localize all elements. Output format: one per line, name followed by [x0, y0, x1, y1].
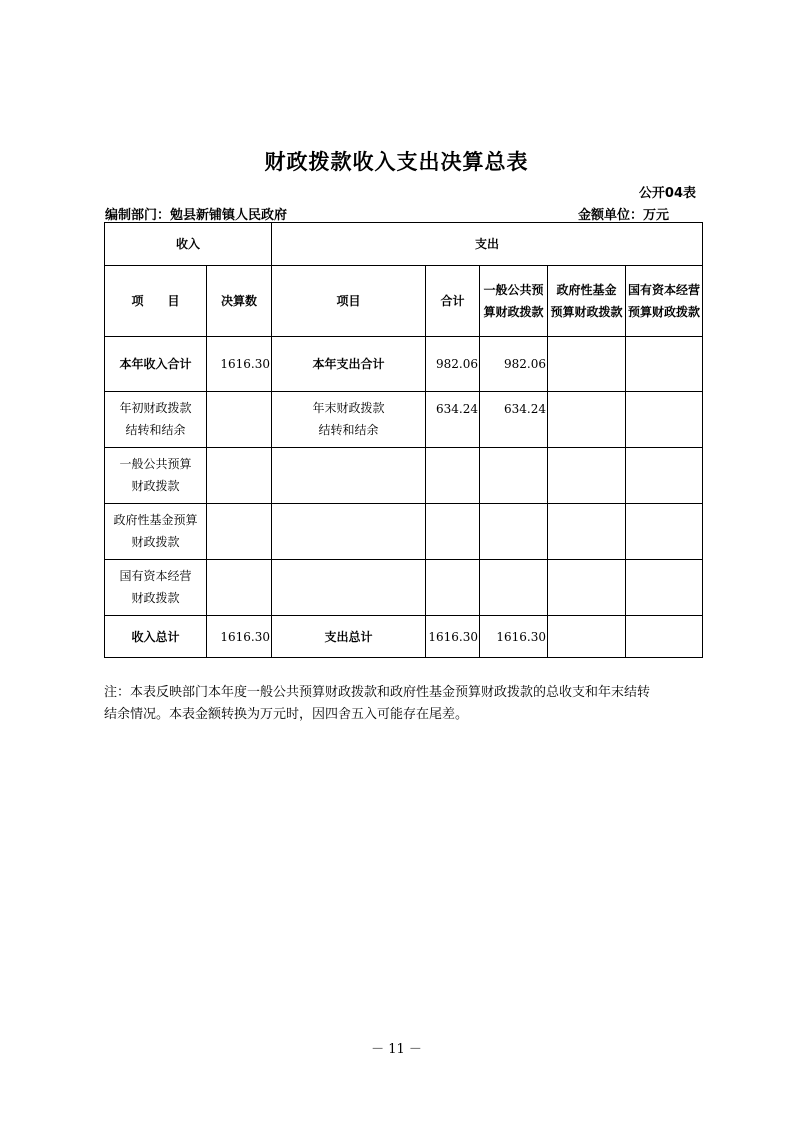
income-value: [207, 392, 272, 448]
expense-header: 支出: [272, 223, 703, 266]
total-value: [426, 504, 480, 560]
income-label-line1: 一般公共预算: [119, 457, 192, 471]
total-value: [426, 560, 480, 616]
total-value: 982.06: [426, 337, 480, 392]
income-label-line2: 结转和结余: [125, 423, 186, 437]
col-final: 决算数: [207, 266, 272, 337]
table-row: [105, 616, 703, 658]
income-value: [207, 560, 272, 616]
general-value: [480, 448, 548, 504]
gov-value: [548, 616, 626, 658]
state-value: [626, 448, 703, 504]
gov-value: [548, 337, 626, 392]
col-gov-line2: 预算财政拨款: [550, 305, 623, 319]
state-value: [626, 616, 703, 658]
form-number: 公开04表: [638, 186, 696, 201]
income-label-line1: 政府性基金预算: [113, 513, 198, 527]
expense-label: [272, 392, 426, 448]
unit-label: 金额单位：万元: [578, 208, 670, 223]
col-general-line2: 算财政拨款: [483, 305, 544, 319]
income-label-line2: 财政拨款: [131, 479, 180, 493]
gov-value: [548, 392, 626, 448]
total-value: 1616.30: [426, 616, 480, 658]
col-total: 合计: [426, 266, 480, 337]
col-general: [480, 266, 548, 337]
state-value: [626, 504, 703, 560]
col-gov: [548, 266, 626, 337]
col-gov-line1: 政府性基金: [556, 283, 617, 297]
col-exp-item: 项目: [272, 266, 426, 337]
gov-value: [548, 448, 626, 504]
income-label-line1: 国有资本经营: [119, 569, 192, 583]
table-subheader-row: [105, 266, 703, 337]
income-label: 收入总计: [105, 616, 207, 658]
footnote: [104, 682, 704, 726]
gov-value: [548, 560, 626, 616]
total-value: [426, 448, 480, 504]
col-state-line1: 国有资本经营: [628, 283, 701, 297]
department-label: 编制部门：勉县新铺镇人民政府: [105, 208, 288, 223]
expense-label: [272, 560, 426, 616]
page-title: 财政拨款收入支出决算总表: [264, 150, 529, 174]
expense-label: 支出总计: [272, 616, 426, 658]
income-value: 1616.30: [207, 616, 272, 658]
col-state: [626, 266, 703, 337]
col-state-line2: 预算财政拨款: [628, 305, 701, 319]
income-value: [207, 504, 272, 560]
income-value: 1616.30: [207, 337, 272, 392]
footnote-line1: 注：本表反映部门本年度一般公共预算财政拨款和政府性基金预算财政拨款的总收支和年末结转: [104, 685, 651, 700]
general-value: 982.06: [480, 337, 548, 392]
state-value: [626, 337, 703, 392]
income-label-line2: 财政拨款: [131, 535, 180, 549]
col-item: 项 目: [105, 266, 207, 337]
income-label: [105, 504, 207, 560]
income-label: [105, 448, 207, 504]
table-row: [105, 560, 703, 616]
income-label: [105, 392, 207, 448]
expense-label-line1: 年末财政拨款: [312, 401, 385, 415]
footnote-line2: 结余情况。本表金额转换为万元时，因四舍五入可能存在尾差。: [104, 707, 469, 722]
table-row: [105, 392, 703, 448]
page-number: － 11 －: [371, 1042, 422, 1057]
col-general-line1: 一般公共预: [483, 283, 544, 297]
table-row: [105, 504, 703, 560]
table-row: [105, 337, 703, 392]
table-row: [105, 448, 703, 504]
expense-label: 本年支出合计: [272, 337, 426, 392]
expense-label-line2: 结转和结余: [318, 423, 379, 437]
income-value: [207, 448, 272, 504]
general-value: 1616.30: [480, 616, 548, 658]
general-value: [480, 560, 548, 616]
income-label: [105, 560, 207, 616]
general-value: 634.24: [480, 392, 548, 448]
total-value: 634.24: [426, 392, 480, 448]
gov-value: [548, 504, 626, 560]
income-label-line1: 年初财政拨款: [119, 401, 192, 415]
income-header: 收入: [105, 223, 272, 266]
income-label: 本年收入合计: [105, 337, 207, 392]
state-value: [626, 392, 703, 448]
budget-table: [104, 222, 703, 658]
expense-label: [272, 504, 426, 560]
expense-label: [272, 448, 426, 504]
general-value: [480, 504, 548, 560]
income-label-line2: 财政拨款: [131, 591, 180, 605]
state-value: [626, 560, 703, 616]
table-header-row: [105, 223, 703, 266]
